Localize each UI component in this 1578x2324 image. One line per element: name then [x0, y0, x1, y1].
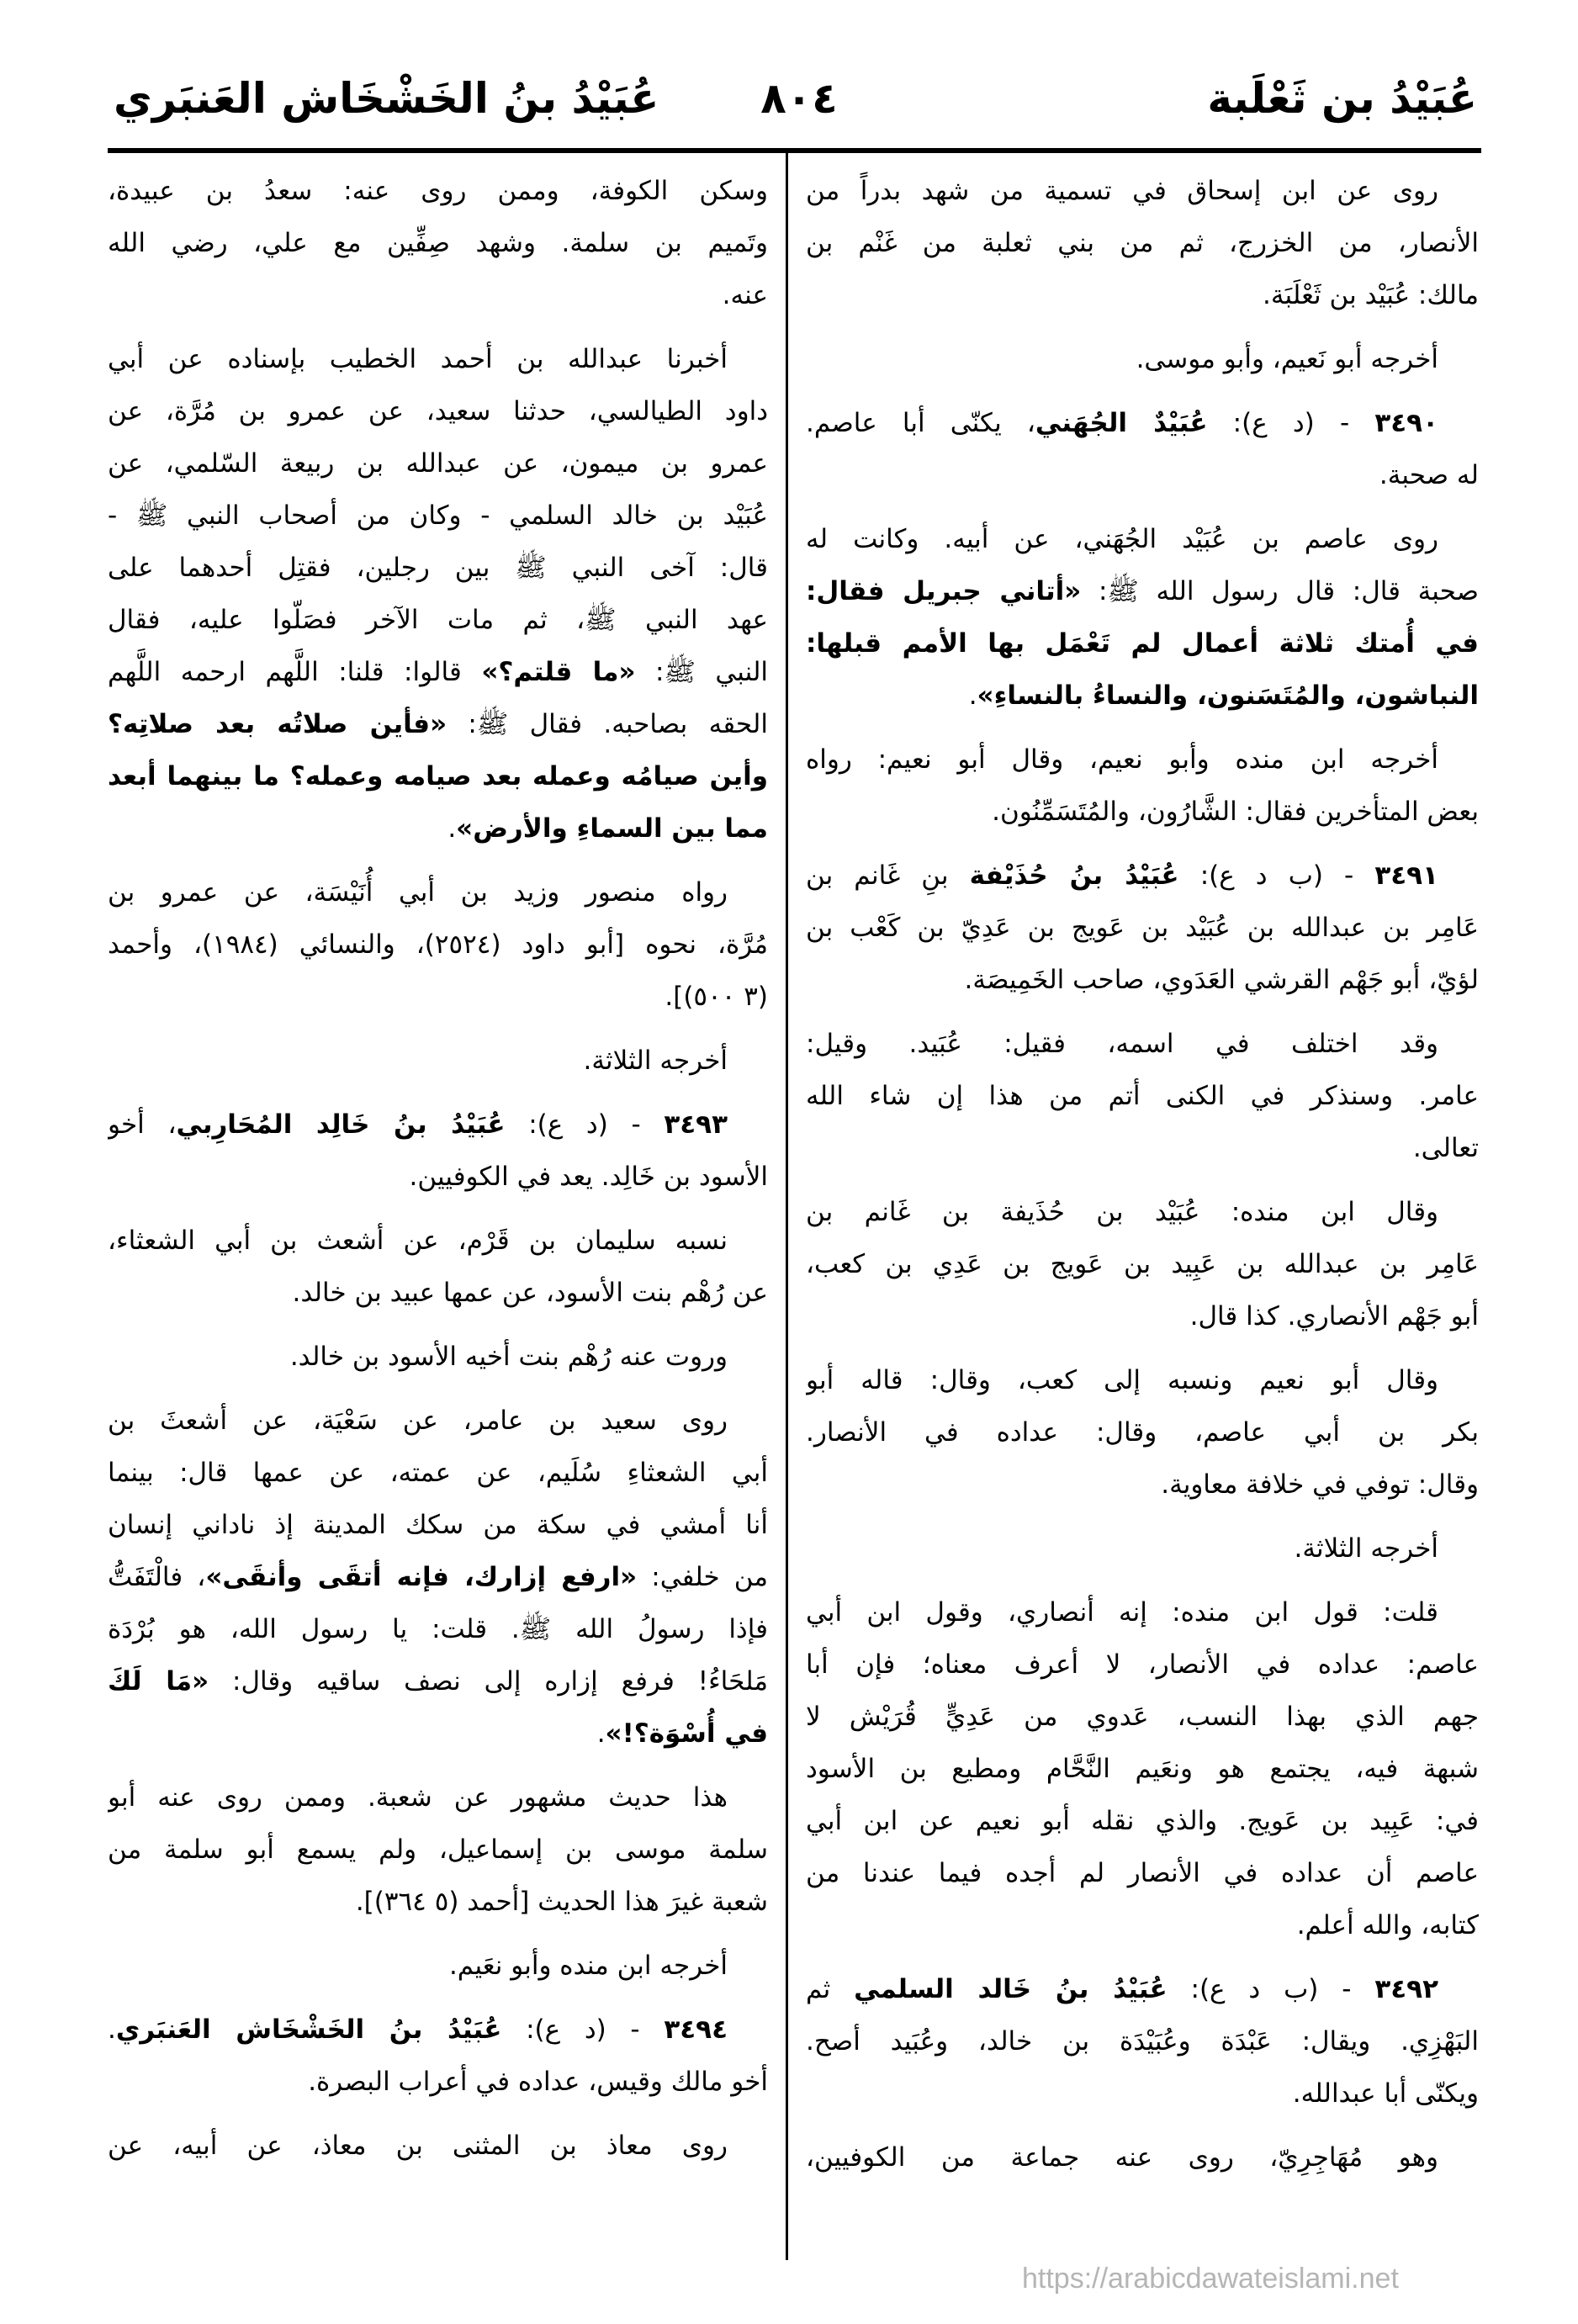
text-segment: أخرجه الثلاثة. [583, 1046, 728, 1076]
text-segment: فإذا رسولُ الله ﷺ. قلت: يا رسول الله، هو بُرْدَة [108, 1614, 768, 1644]
text-segment: من خلفي: [637, 1562, 768, 1592]
text-segment: له صحبة. [1379, 460, 1479, 490]
bold-text-segment: في أُسْوَة؟!» [605, 1718, 768, 1749]
bold-text-segment: ٣٤٩٣ [664, 1109, 728, 1140]
text-line [806, 1238, 1479, 1290]
paragraph [108, 2120, 768, 2172]
running-head-right: عُبَيْدُ بن ثَعْلَبة [1207, 74, 1477, 123]
text-segment: تعالى. [1412, 1133, 1479, 1163]
text-line [108, 1603, 768, 1655]
text-segment: الحقه بصاحبه. فقال ﷺ: [447, 709, 768, 739]
text-line [108, 2056, 768, 2108]
text-line [108, 1707, 768, 1760]
bold-text-segment: في أُمتك ثلاثة أعمال لم تَعْمَل بها الأمم قبلها: [806, 628, 1479, 659]
page-number: ٨٠٤ [760, 74, 838, 123]
text-segment: - (ب د ع): [1167, 1974, 1375, 2004]
text-line [108, 1499, 768, 1551]
text-segment: . [108, 2014, 116, 2045]
text-line [108, 1098, 768, 1151]
paragraph [806, 1963, 1479, 2120]
text-segment: بكر بن أبي عاصم، وقال: عداده في الأنصار. [806, 1417, 1479, 1448]
text-segment: أخو مالك وقيس، عداده في أعراب البصرة. [308, 2067, 768, 2097]
text-line [806, 954, 1479, 1006]
text-line [108, 542, 768, 594]
text-line [806, 1458, 1479, 1511]
bold-text-segment: النباشون، والمُتَسَنون، والنساءُ بالنساءِ» [977, 680, 1479, 711]
text-line [806, 1070, 1479, 1122]
bold-text-segment: ٣٤٩١ [1374, 860, 1439, 891]
paragraph [806, 733, 1479, 838]
text-segment: عُبَيْد بن خالد السلمي - وكان من أصحاب النبي ﷺ - [108, 500, 768, 531]
text-segment: بنِ غَانم بن [806, 860, 970, 891]
paragraph [108, 1035, 768, 1087]
text-line [806, 1586, 1479, 1638]
text-segment: مُرَّة، نحوه [أبو داود (٢٥٢٤)، والنسائي (١٩٨٤)، وأحمد [108, 929, 768, 960]
text-segment: النبي ﷺ: [635, 657, 768, 687]
text-segment: سلمة موسى بن إسماعيل، ولم يسمع أبو سلمة من [108, 1834, 768, 1865]
text-segment: (٣ ٥٠٠)]. [665, 982, 768, 1012]
bold-text-segment: «ارفع إزارك، فإنه أتقَى وأنقَى» [205, 1562, 638, 1592]
text-segment: هذا حديث مشهور عن شعبة. وممن روى عنه أبو [108, 1782, 728, 1813]
paragraph [806, 2131, 1479, 2184]
text-line [108, 646, 768, 698]
text-line [806, 1018, 1479, 1070]
text-segment: وسكن الكوفة، وممن روى عنه: سعدُ بن عبيدة، [108, 176, 768, 206]
text-segment: داود الطيالسي، حدثنا سعيد، عن عمرو بن مُرَّة، عن [108, 396, 768, 426]
text-segment: عامر. وسنذكر في الكنى أتم من هذا إن شاء الله [806, 1081, 1479, 1111]
text-line [108, 1395, 768, 1447]
text-segment: وروت عنه رُهْم بنت أخيه الأسود بن خالد. [289, 1342, 728, 1372]
text-line [108, 1771, 768, 1824]
text-line [806, 1691, 1479, 1743]
text-line [806, 2131, 1479, 2184]
text-line [108, 1447, 768, 1499]
paragraph [806, 513, 1479, 722]
paragraph [108, 1771, 768, 1928]
text-segment: أبي الشعثاءِ سُلَيم، عن عمته، عن عمها قال: بينما [108, 1458, 768, 1488]
text-line [108, 1331, 768, 1383]
paragraph [806, 1186, 1479, 1342]
bold-text-segment: «فأين صلاتُه بعد صلاتِه؟ [108, 709, 447, 739]
text-line [108, 1940, 768, 1992]
text-segment: . [447, 813, 457, 844]
text-line [108, 1151, 768, 1203]
right-column [806, 165, 1479, 2195]
text-line [806, 333, 1479, 385]
text-segment: عَامِر بن عبدالله بن عُبَيْد بن عَويج بن عَدِيّ بن كَعْب بن [806, 913, 1479, 943]
header-rule [108, 148, 1481, 153]
text-line [806, 1406, 1479, 1458]
bold-text-segment: عُبَيْدُ بنُ حُذَيْفة [969, 860, 1179, 891]
text-line [806, 1122, 1479, 1174]
text-segment: قالوا: قلنا: اللَّهم ارحمه اللَّهم [108, 657, 482, 687]
paragraph [108, 1331, 768, 1383]
text-segment: عَامِر بن عبدالله بن عَبِيد بن عَويج بن عَدِي بن كعب، [806, 1249, 1479, 1279]
text-segment: قلت: قول ابن منده: إنه أنصاري، وقول ابن أبي [806, 1597, 1438, 1628]
text-segment: قال: آخى النبي ﷺ بين رجلين، فقتِل أحدهما على [108, 553, 768, 583]
left-column [108, 165, 768, 2184]
paragraph [806, 850, 1479, 1006]
text-line [108, 1035, 768, 1087]
text-segment: لؤيّ، أبو جَهْم القرشي العَدَوي، صاحب الخَمِيصَة. [964, 965, 1479, 995]
text-line [806, 786, 1479, 838]
paragraph [108, 165, 768, 321]
text-segment: وقد اختلف في اسمه، فقيل: عُبَيد. وقيل: [806, 1029, 1438, 1059]
text-line [108, 385, 768, 437]
bold-text-segment: عُبَيْدُ بنُ الخَشْخَاش العَنبَري [115, 2014, 502, 2045]
text-line [108, 1876, 768, 1928]
text-segment: ، يكنّى أبا عاصم. [806, 408, 1035, 438]
text-segment: مَلحَاءُ! فرفع إزاره إلى نصف ساقيه وقال: [209, 1666, 768, 1697]
text-segment: روى عاصم بن عُبَيْد الجُهَني، عن أبيه. وكانت له [806, 524, 1438, 554]
text-segment: وتَميم بن سلمة. وشهد صِفِّين مع علي، رضي الله [108, 228, 768, 258]
text-segment: وقال ابن منده: عُبَيْد بن حُذَيفة بن غَانم بن [806, 1197, 1438, 1227]
text-line [108, 437, 768, 490]
bold-text-segment: «أتاني جبريل فقال: [806, 576, 1082, 606]
text-segment: أخرجه أبو نَعيم، وأبو موسى. [1136, 344, 1438, 374]
text-line [108, 1824, 768, 1876]
text-line [806, 2067, 1479, 2120]
text-line [806, 733, 1479, 786]
text-segment: عنه. [722, 280, 768, 310]
text-line [108, 971, 768, 1023]
text-segment: روى معاذ بن المثنى بن معاذ، عن أبيه، عن [108, 2131, 728, 2161]
text-segment: شبهة فيه، يجتمع هو ونعَيم النَّحَّام ومطيع بن الأسود [806, 1754, 1479, 1784]
text-line [108, 750, 768, 802]
bold-text-segment: «مَا لَكَ [108, 1666, 209, 1697]
text-segment: روى سعيد بن عامر، عن سَعْيَة، عن أشعثَ بن [108, 1406, 728, 1436]
bold-text-segment: مما بين السماءِ والأرض» [456, 813, 768, 844]
text-segment: عاصم: عداده في الأنصار، لا أعرف معناه؛ فإن أبا [806, 1649, 1479, 1680]
text-line [806, 1354, 1479, 1406]
text-segment: أبو جَهْم الأنصاري. كذا قال. [1189, 1301, 1479, 1331]
text-line [806, 1899, 1479, 1951]
text-line [806, 1290, 1479, 1342]
bold-text-segment: «ما قلتم؟» [481, 657, 636, 687]
text-segment: رواه منصور وزيد بن أبي أُنَيْسَة، عن عمرو بن [108, 877, 728, 908]
paragraph [806, 165, 1479, 321]
text-line [108, 918, 768, 971]
paragraph [806, 397, 1479, 501]
paragraph [806, 1018, 1479, 1174]
bold-text-segment: عُبَيْدٌ الجُهَني [1035, 408, 1208, 438]
bold-text-segment: ٣٤٩٤ [664, 2014, 728, 2045]
text-line [806, 1186, 1479, 1238]
text-line [806, 1638, 1479, 1691]
text-segment: عاصم أن عداده في الأنصار لم أجده فيما عندنا من [806, 1858, 1479, 1888]
bold-text-segment: ٣٤٩٢ [1374, 1974, 1438, 2004]
text-line [108, 1215, 768, 1267]
paragraph [108, 866, 768, 1023]
text-segment: نسبه سليمان بن قَرْم، عن أشعث بن أبي الشعثاء، [108, 1226, 728, 1256]
text-segment: ، فالْتَفَتُّ [108, 1562, 206, 1592]
paragraph [806, 1586, 1479, 1951]
text-line [806, 617, 1479, 670]
text-line [806, 397, 1479, 449]
text-segment: مالك: عُبَيْد بن ثَعْلَبَة. [1262, 280, 1479, 310]
paragraph [108, 2004, 768, 2108]
text-segment: الأنصار، من الخزرج، ثم من بني ثعلبة من غَنْم بن [806, 228, 1479, 258]
paragraph [806, 1354, 1479, 1511]
text-line [806, 269, 1479, 321]
text-line [108, 594, 768, 646]
text-line [806, 850, 1479, 902]
paragraph [108, 1940, 768, 1992]
text-segment: - (ب د ع): [1178, 860, 1375, 891]
text-segment: روى عن ابن إسحاق في تسمية من شهد بدراً من [806, 176, 1438, 206]
text-segment: - (د ع): [505, 1109, 665, 1140]
text-segment: وقال أبو نعيم ونسبه إلى كعب، وقال: قاله أبو [806, 1365, 1438, 1395]
text-line [108, 269, 768, 321]
running-head-left: عُبَيْدُ بنُ الخَشْخَاش العَنبَري [114, 74, 659, 123]
text-segment: صحبة قال: قال رسول الله ﷺ: [1081, 576, 1479, 606]
text-segment: وقال: توفي في خلافة معاوية. [1161, 1469, 1479, 1500]
text-line [806, 902, 1479, 954]
paragraph [806, 1522, 1479, 1575]
text-line [806, 1847, 1479, 1899]
bold-text-segment: وأين صيامُه وعمله بعد صيامه وعمله؟ ما بينهما أبعد [108, 761, 768, 791]
text-segment: ، أخو [108, 1109, 177, 1140]
paragraph [108, 1215, 768, 1319]
text-line [806, 565, 1479, 617]
text-line [806, 1743, 1479, 1795]
text-segment: ويكنّى أبا عبدالله. [1292, 2078, 1479, 2109]
text-line [108, 490, 768, 542]
text-segment: أخرجه الثلاثة. [1294, 1533, 1438, 1564]
text-line [806, 1795, 1479, 1847]
text-segment: جهم الذي بهذا النسب، عَدوي من عَدِيٍّ قُرَيْش لا [806, 1702, 1479, 1732]
bold-text-segment: عُبَيْدُ بنُ خَالد السلمي [854, 1974, 1168, 2004]
text-line [108, 217, 768, 269]
text-line [108, 698, 768, 750]
text-segment: كتابه، والله أعلم. [1296, 1910, 1479, 1940]
paragraph [108, 1395, 768, 1760]
watermark-url: https://arabicdawateislami.net [1022, 2263, 1399, 2295]
paragraph [108, 1098, 768, 1203]
text-line [108, 1655, 768, 1707]
paragraph [108, 333, 768, 855]
text-line [806, 513, 1479, 565]
bold-text-segment: ٣٤٩٠ [1374, 408, 1438, 438]
text-segment: البَهْزِي. ويقال: عَبْدَة وعُبَيْدَة بن خالد، وعُبَيد أصح. [806, 2026, 1479, 2057]
text-segment: . [596, 1718, 606, 1749]
text-segment: الأسود بن خَالِد. يعد في الكوفيين. [409, 1162, 768, 1192]
text-segment: وهو مُهَاجِرِيّ، روى عنه جماعة من الكوفيين، [806, 2142, 1438, 2173]
text-segment: . [968, 680, 977, 711]
text-segment: عهد النبي ﷺ، ثم مات الآخر فصَلّوا عليه، فقال [108, 605, 768, 635]
text-segment: أخرجه ابن منده وأبو نعَيم. [448, 1951, 728, 1981]
text-segment: ثم [806, 1974, 855, 2004]
text-segment: بعض المتأخرين فقال: الشَّارُون، والمُتَسَمِّنُون. [992, 797, 1479, 827]
text-segment: عن رُهْم بنت الأسود، عن عمها عبيد بن خالد. [292, 1278, 768, 1308]
text-line [806, 1963, 1479, 2015]
column-divider [786, 153, 788, 2260]
text-line [806, 449, 1479, 501]
paragraph [806, 333, 1479, 385]
text-segment: عمرو بن ميمون، عن عبدالله بن ربيعة السّلمي، عن [108, 448, 768, 479]
text-line [806, 165, 1479, 217]
text-segment: في: عَبِيد بن عَويج. والذي نقله أبو نعيم عن ابن أبي [806, 1806, 1479, 1836]
text-line [806, 217, 1479, 269]
text-segment: - (د ع): [1207, 408, 1375, 438]
text-line [108, 333, 768, 385]
text-segment: - (د ع): [501, 2014, 665, 2045]
text-line [108, 2004, 768, 2056]
text-line [108, 1267, 768, 1319]
text-segment: أنا أمشي في سكة من سكك المدينة إذ ناداني إنسان [108, 1510, 768, 1540]
text-segment: شعبة غيرَ هذا الحديث [أحمد (٥ ٣٦٤)]. [355, 1887, 768, 1917]
text-line [108, 165, 768, 217]
text-line [806, 1522, 1479, 1575]
text-segment: أخبرنا عبدالله بن أحمد الخطيب بإسناده عن أبي [108, 344, 728, 374]
text-line [108, 802, 768, 855]
text-line [806, 2015, 1479, 2067]
text-line [806, 670, 1479, 722]
text-line [108, 1551, 768, 1603]
text-line [108, 866, 768, 918]
text-segment: أخرجه ابن منده وأبو نعيم، وقال أبو نعيم: رواه [806, 744, 1438, 775]
text-line [108, 2120, 768, 2172]
bold-text-segment: عُبَيْدُ بنُ خَالِد المُحَارِبي [176, 1109, 506, 1140]
